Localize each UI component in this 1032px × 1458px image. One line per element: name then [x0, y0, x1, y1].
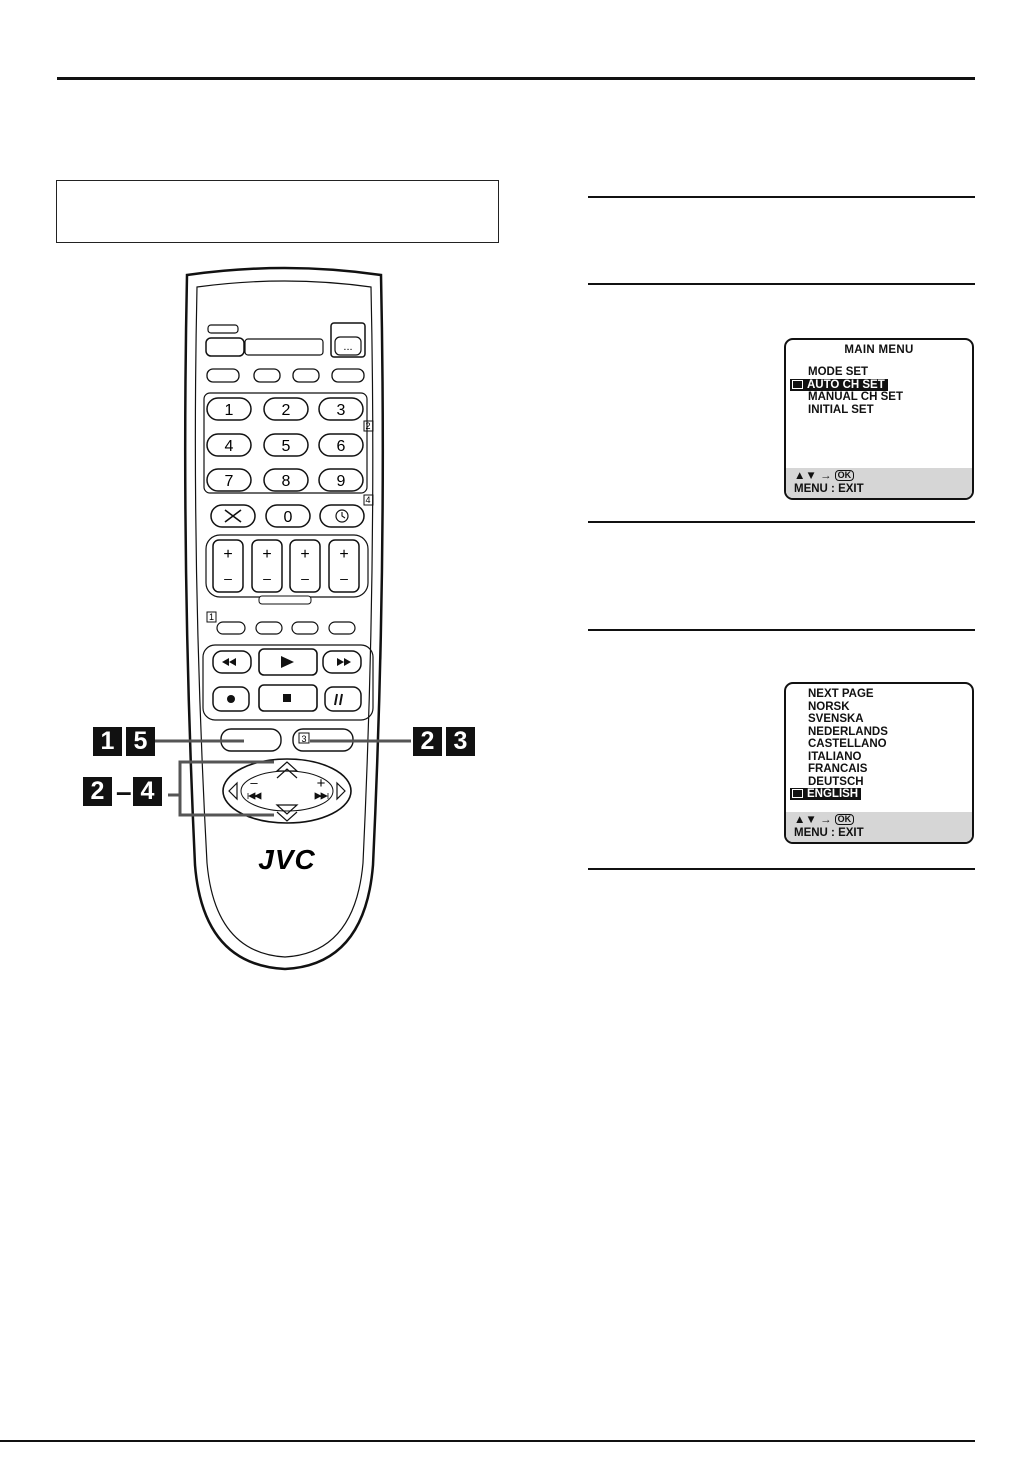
numpad-digit: 6	[336, 438, 346, 455]
brand-logo: JVC	[258, 844, 316, 875]
main-menu-item-label: INITIAL SET	[808, 403, 874, 416]
main-menu-item-label: MANUAL CH SET	[808, 391, 903, 403]
language-item-label: SVENSKA	[808, 713, 864, 725]
display-button-label: ...	[343, 341, 353, 353]
main-menu-item	[790, 391, 903, 404]
side-marker-4: 4	[365, 495, 371, 505]
numpad-digit: 3	[336, 402, 346, 419]
rocker-plus: +	[223, 546, 233, 563]
language-item-label: ITALIANO	[808, 750, 862, 763]
language-item	[790, 763, 888, 776]
language-item-label: NEDERLANDS	[808, 725, 888, 738]
language-item-label: NEXT PAGE	[808, 688, 874, 700]
main-menu-item	[790, 404, 903, 417]
nav-arrows: ▲▼	[794, 470, 817, 482]
language-item	[790, 713, 888, 726]
right-arrow: →	[819, 470, 832, 482]
ok-icon: OK	[835, 814, 855, 825]
language-item	[790, 751, 888, 764]
osd-language-menu	[784, 682, 974, 844]
numpad-digit: 8	[281, 473, 291, 490]
rocker-minus: –	[301, 570, 309, 586]
numpad-digit: 7	[224, 473, 234, 490]
osd-main-menu	[784, 338, 974, 500]
language-item	[790, 776, 888, 789]
nav-arrows: ▲▼	[794, 814, 817, 826]
numpad-digit: 5	[281, 438, 291, 455]
osd-language-footer	[786, 812, 972, 842]
language-item-label: FRANCAIS	[808, 763, 868, 775]
skip-button-mark: 3	[301, 734, 307, 744]
numpad-digit: 4	[224, 438, 234, 455]
menu-exit-hint: MENU : EXIT	[794, 483, 864, 495]
main-menu-item-label: AUTO CH SET	[790, 379, 888, 391]
language-item	[790, 701, 888, 714]
callout-range-dash: –	[116, 776, 132, 807]
osd-main-menu-footer	[786, 468, 972, 498]
ok-icon: OK	[835, 470, 855, 481]
osd-main-menu-title: MAIN MENU	[844, 344, 914, 356]
numpad-digit: 1	[224, 402, 234, 419]
callout-2: 2	[413, 727, 442, 756]
nav-minus: –	[250, 775, 258, 790]
callout-range-start: 2	[83, 777, 112, 806]
pointer-icon	[792, 380, 803, 389]
right-arrow: →	[819, 814, 832, 826]
callout-5: 5	[126, 727, 155, 756]
numpad-zero: 0	[283, 509, 293, 526]
rocker-plus: +	[262, 546, 272, 563]
rocker-minus: –	[224, 570, 232, 586]
rocker-plus: +	[300, 546, 310, 563]
osd-main-menu-items	[790, 366, 903, 416]
rocker-plus: +	[339, 546, 349, 563]
osd-language-items	[790, 688, 888, 801]
rocker-minus: –	[340, 570, 348, 586]
numpad-digit: 2	[281, 402, 291, 419]
side-marker-1: 1	[208, 612, 215, 622]
language-item	[790, 788, 888, 801]
main-menu-item	[790, 366, 903, 379]
language-item-label: CASTELLANO	[808, 738, 887, 750]
language-item	[790, 726, 888, 739]
language-item-label: ENGLISH	[790, 788, 861, 800]
side-marker-2: 2	[365, 421, 371, 431]
main-menu-item-label: MODE SET	[808, 366, 869, 378]
language-item	[790, 738, 888, 751]
language-item-label: DEUTSCH	[808, 775, 864, 788]
callout-range-end: 4	[133, 777, 162, 806]
nav-plus: +	[316, 775, 326, 792]
pointer-icon	[792, 789, 803, 798]
numpad-digit: 9	[336, 473, 346, 490]
callout-1: 1	[93, 727, 122, 756]
rocker-minus: –	[263, 570, 271, 586]
language-item	[790, 688, 888, 701]
menu-exit-hint: MENU : EXIT	[794, 827, 864, 839]
main-menu-item	[790, 379, 903, 392]
language-item-label: NORSK	[808, 700, 850, 713]
callout-3: 3	[446, 727, 475, 756]
